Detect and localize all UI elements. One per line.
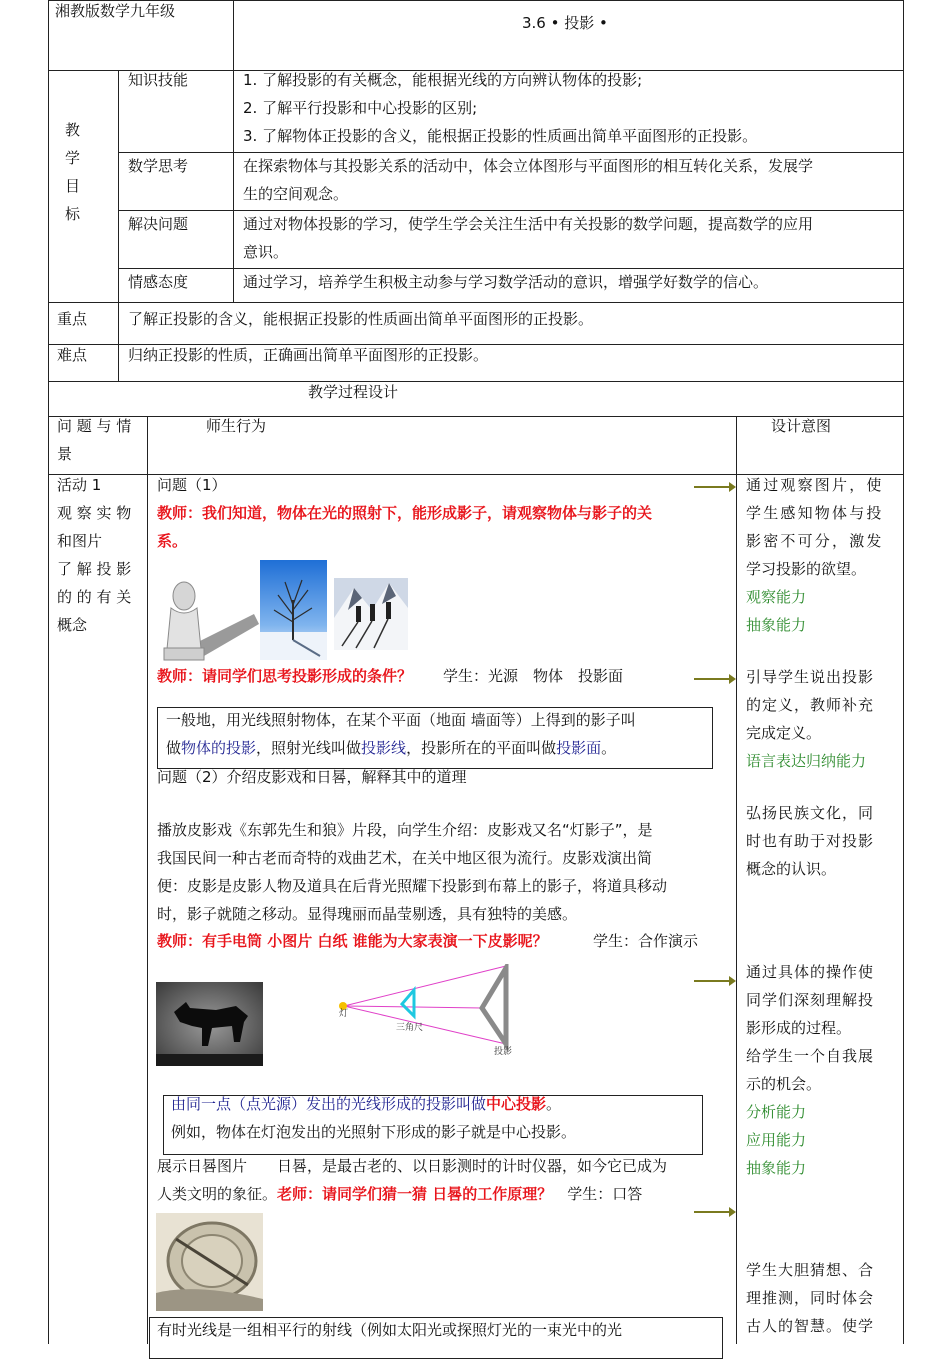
shadow-puppet-image [156, 982, 263, 1066]
statue-shadow-image [159, 574, 259, 664]
intent-line: 完成定义。 [746, 724, 822, 742]
intent-line: 示的机会。 [746, 1075, 822, 1093]
teacher-line: 系。 [157, 532, 188, 550]
student-answer: 学生：光源 物体 投影面 [443, 667, 624, 685]
objectives-label-char: 目 [65, 177, 81, 195]
intent-skill: 应用能力 [746, 1131, 807, 1149]
activity-line: 了 解 投 影 [57, 560, 132, 578]
activity-line: 概念 [57, 616, 88, 634]
definition-line: 例如，物体在灯泡发出的光照射下形成的影子就是中心投影。 [171, 1123, 577, 1141]
intent-line: 的定义，教师补充 [746, 696, 875, 714]
intent-line: 学生大胆猜想、合 [746, 1261, 875, 1279]
figure-label-lamp: 灯 [339, 1009, 349, 1019]
objective-line: 在探索物体与其投影关系的活动中，体会立体图形与平面图形的相互转化关系，发展学 [243, 157, 814, 175]
intent-line: 古人的智慧。使学 [746, 1317, 875, 1335]
intent-skill: 语言表达归纳能力 [746, 752, 867, 770]
objective-line: 通过对物体投影的学习，使学生学会关注生活中有关投影的数学问题，提高数学的应用 [243, 215, 814, 233]
figure-label-projection: 投影 [494, 1047, 513, 1057]
definition-line: 做物体的投影，照射光线叫做投影线，投影所在的平面叫做投影面。 [166, 739, 617, 757]
paragraph-line: 便：皮影是皮影人物及道具在后背光照耀下投影到布幕上的影子，将道具移动 [157, 877, 668, 895]
intent-line: 通过具体的操作使 [746, 963, 875, 981]
objective-label: 情感态度 [128, 273, 189, 291]
paragraph-line: 我国民间一种古老而奇特的戏曲艺术，在关中地区很为流行。皮影戏演出简 [157, 849, 653, 867]
intent-line: 学生感知物体与投 [746, 504, 884, 522]
question-2: 问题（2）介绍皮影戏和日晷，解释其中的道理 [157, 768, 467, 786]
student-answer: 学生：合作演示 [593, 932, 699, 950]
objective-line: 3. 了解物体正投影的含义，能根据正投影的性质画出简单平面图形的正投影。 [243, 127, 758, 145]
question-1: 问题（1） [157, 476, 227, 494]
intent-line: 影密不可分，激发 [746, 532, 884, 550]
col-header-behavior: 师生行为 [206, 417, 267, 435]
difficulty-label: 难点 [57, 346, 88, 364]
lesson-title: 3.6 • 投影 • [522, 14, 608, 32]
objectives-label-char: 标 [65, 205, 81, 223]
paragraph-line: 有时光线是一组相平行的射线（例如太阳光或探照灯光的一束光中的光 [157, 1321, 623, 1339]
objective-line: 1. 了解投影的有关概念，能根据光线的方向辨认物体的投影; [243, 71, 643, 89]
intent-line: 同学们深刻理解投 [746, 991, 875, 1009]
intent-line: 影形成的过程。 [746, 1019, 852, 1037]
intent-skill: 抽象能力 [746, 1159, 807, 1177]
intent-line: 时也有助于对投影 [746, 832, 875, 850]
objective-label: 知识技能 [128, 71, 189, 89]
teacher-line: 教师：有手电筒 小图片 白纸 谁能为大家表演一下皮影呢？ [157, 932, 548, 950]
intent-line: 给学生一个自我展 [746, 1047, 875, 1065]
objectives-label-char: 学 [65, 149, 81, 167]
skiers-image [334, 578, 408, 650]
teacher-line: 教师：请同学们思考投影形成的条件？ [157, 667, 413, 685]
intent-line: 通过观察图片，使 [746, 476, 884, 494]
intent-skill: 抽象能力 [746, 616, 807, 634]
arrow-icon [694, 980, 734, 982]
tree-snow-image [260, 560, 327, 660]
table-border-right [903, 0, 904, 1344]
definition-line: 由同一点（点光源）发出的光线形成的投影叫做中心投影。 [171, 1095, 562, 1113]
objective-label: 解决问题 [128, 215, 189, 233]
table-rule [48, 302, 904, 303]
paragraph-line: 时，影子就随之移动。显得瑰丽而晶莹剔透，具有独特的美感。 [157, 905, 578, 923]
definition-line: 一般地，用光线照射物体，在某个平面（地面 墙面等）上得到的影子叫 [166, 711, 636, 729]
intent-line: 概念的认识。 [746, 860, 837, 878]
intent-line: 引导学生说出投影 [746, 668, 875, 686]
figure-label-ruler: 三角尺 [396, 1023, 424, 1033]
teacher-line: 教师：我们知道，物体在光的照射下，能形成影子，请观察物体与影子的关 [157, 504, 653, 522]
col-header-situation-2: 景 [57, 445, 73, 463]
intent-skill: 观察能力 [746, 588, 807, 606]
process-title: 教学过程设计 [308, 383, 399, 401]
key-point-label: 重点 [57, 310, 88, 328]
paragraph-line: 播放皮影戏《东郭先生和狼》片段，向学生介绍：皮影戏又名“灯影子”，是 [157, 821, 653, 839]
arrow-icon [694, 1211, 734, 1213]
activity-line: 的 的 有 关 [57, 588, 132, 606]
intent-skill: 分析能力 [746, 1103, 807, 1121]
objective-line: 意识。 [243, 243, 289, 261]
paragraph-line: 展示日晷图片 日晷，是最古老的、以日影测时的计时仪器，如今它已成为 [157, 1157, 668, 1175]
key-point-text: 了解正投影的含义，能根据正投影的性质画出简单平面图形的正投影。 [128, 310, 594, 328]
table-rule [233, 0, 234, 302]
subject-label: 湘教版数学九年级 [55, 2, 176, 20]
paragraph-line: 人类文明的象征。老师：请同学们猜一猜 日晷的工作原理？ 学生：口答 [157, 1185, 643, 1203]
sundial-image [156, 1213, 263, 1311]
activity-line: 和图片 [57, 532, 103, 550]
intent-line: 理推测，同时体会 [746, 1289, 875, 1307]
col-header-intent: 设计意图 [771, 417, 832, 435]
table-rule [736, 416, 737, 1344]
table-border-top [48, 0, 904, 1]
activity-line: 观 察 实 物 [57, 504, 132, 522]
central-projection-diagram [334, 964, 514, 1062]
table-rule [147, 416, 148, 1344]
objective-line: 生的空间观念。 [243, 185, 349, 203]
arrow-icon [694, 678, 734, 680]
table-border-left [48, 0, 49, 1344]
objectives-label-char: 教 [65, 121, 81, 139]
table-rule [118, 70, 119, 381]
table-rule [48, 381, 904, 382]
arrow-icon [694, 486, 734, 488]
objective-label: 数学思考 [128, 157, 189, 175]
objective-line: 通过学习，培养学生积极主动参与学习数学活动的意识，增强学好数学的信心。 [243, 273, 769, 291]
intent-line: 弘扬民族文化，同 [746, 804, 875, 822]
activity-line: 活动 1 [57, 476, 102, 494]
difficulty-text: 归纳正投影的性质，正确画出简单平面图形的正投影。 [128, 346, 489, 364]
intent-line: 学习投影的欲望。 [746, 560, 867, 578]
objective-line: 2. 了解平行投影和中心投影的区别; [243, 99, 478, 117]
col-header-situation: 问 题 与 情 [57, 417, 132, 435]
